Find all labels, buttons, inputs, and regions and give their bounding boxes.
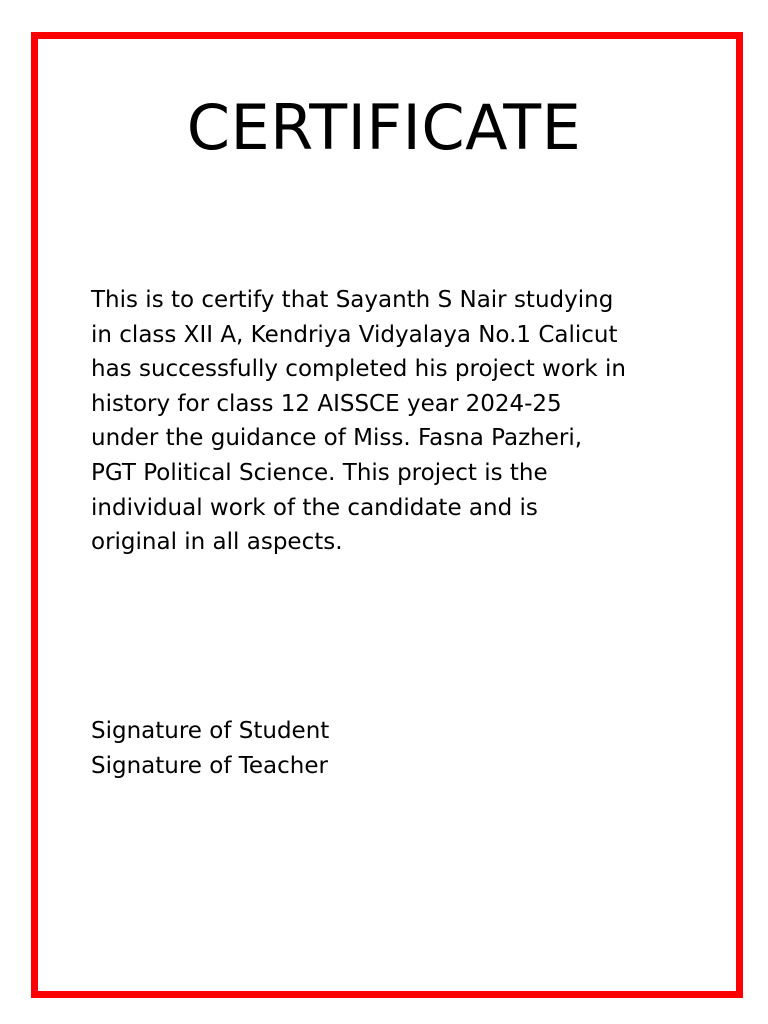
body-line: history for class 12 AISSCE year 2024-25 — [91, 390, 562, 417]
body-line: This is to certify that Sayanth S Nair studying — [91, 287, 614, 313]
certificate-body — [91, 283, 691, 560]
signature-student-label: Signature of Student — [91, 718, 330, 744]
body-line: has successfully completed his project work in — [91, 356, 626, 383]
certificate-title: CERTIFICATE — [186, 91, 582, 164]
body-line: in class XII A, Kendriya Vidyalaya No.1 Calicut — [91, 321, 618, 348]
signature-teacher-label: Signature of Teacher — [91, 753, 328, 779]
signature-block — [91, 714, 329, 784]
body-line: under the guidance of Miss. Fasna Pazheri, — [91, 425, 583, 452]
body-line: individual work of the candidate and is — [91, 494, 538, 521]
body-line: original in all aspects. — [91, 529, 343, 556]
body-line: PGT Political Science. This project is the — [91, 459, 548, 486]
